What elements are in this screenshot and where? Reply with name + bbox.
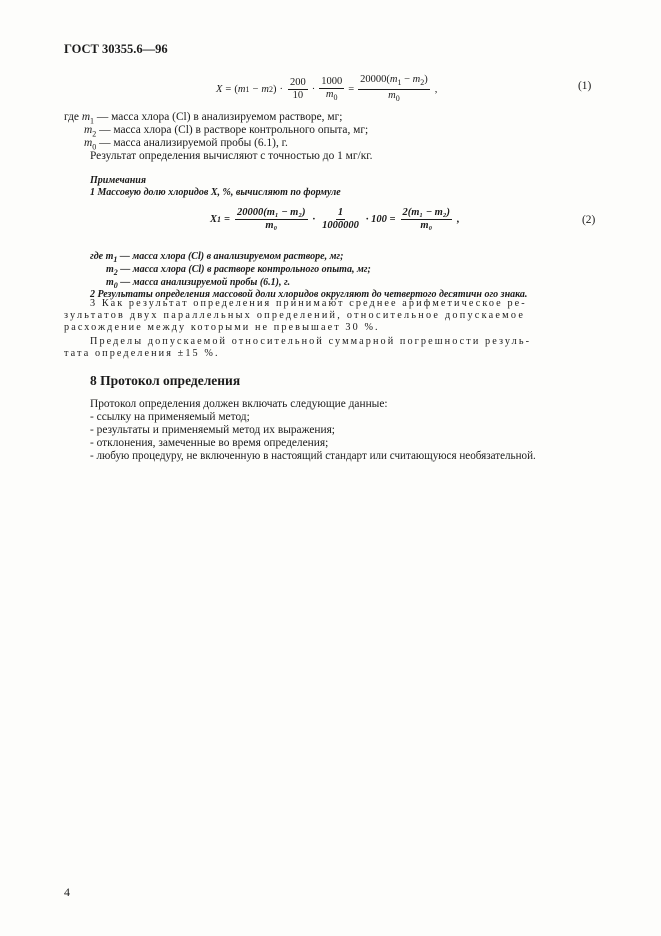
numerator-sub2: 2: [420, 78, 425, 88]
formula-2-fraction-20000: [235, 207, 308, 232]
formula-2-mult-100: · 100 =: [365, 214, 396, 225]
note-3-line-1: 3 Как результат определения принимают среднее арифметическое ре-: [90, 298, 527, 309]
formula-2-fraction-1-1000000: [320, 207, 361, 232]
fraction-denominator-sub: 0: [395, 94, 400, 104]
numerator-minus: −: [404, 74, 411, 85]
fraction-denominator-sub: 0: [333, 92, 338, 102]
section-8-item-3: - отклонения, замеченные во время определения;: [90, 437, 329, 449]
limits-line-2: тата определения ±15 %.: [64, 348, 220, 359]
page-number: 4: [64, 885, 70, 899]
where-2-text: — масса хлора (Cl) в растворе контрольного опыта, мг;: [96, 124, 369, 136]
section-8-item-2: - результаты и применяемый метод их выражения;: [90, 424, 335, 436]
formula-2-lhs-sub: 1: [217, 215, 222, 224]
formula-1-dot-1: ·: [279, 84, 283, 96]
fraction-denominator: [386, 90, 402, 105]
section-8-item-1: - ссылку на применяемый метод;: [90, 411, 250, 423]
fraction-numerator: 20000(m₁ − m₂): [237, 207, 306, 218]
where-2-1-sub: 1: [113, 255, 118, 264]
where-2-1-text: — масса хлора (Cl) в анализируемом растворе, мг;: [117, 251, 344, 262]
section-8-title: 8 Протокол определения: [90, 373, 241, 388]
fraction-denominator-var: m: [388, 90, 396, 102]
formula-2-trailing-comma: ,: [457, 214, 460, 225]
note-1: 1 Массовую долю хлоридов X, %, вычисляют по формуле: [90, 187, 341, 198]
formula-1: [216, 74, 437, 105]
where-2-1-var: m: [105, 251, 114, 262]
fraction-numerator: [358, 74, 430, 90]
formula-1-m2: m: [261, 84, 269, 96]
fraction-denominator: m₀: [420, 220, 433, 231]
formula-2-lhs-var: X: [210, 214, 218, 225]
document-id: ГОСТ 30355.6—96: [64, 42, 168, 56]
where-1-var: m: [81, 111, 91, 123]
formula-1-sub1: 1: [245, 85, 250, 95]
formula-1-equals: =: [225, 84, 232, 96]
fraction-numerator: 1: [337, 207, 344, 218]
numerator-m2: m: [412, 74, 421, 85]
where-1-prefix: где: [64, 111, 82, 123]
fraction-numerator: 200: [289, 77, 306, 89]
where-1-text: — масса хлора (Cl) в анализируемом растворе, мг;: [94, 111, 343, 123]
formula-1-sub2: 2: [268, 85, 273, 95]
where-2-2-var: m: [106, 264, 114, 275]
formula-2-fraction-2: [401, 207, 453, 232]
formula-1-trailing-comma: ,: [434, 84, 438, 96]
formula-1-fraction-200-10: [288, 77, 308, 102]
numerator-m1: m: [389, 74, 398, 85]
fraction-numerator: 2(m₁ − m₂): [402, 207, 451, 218]
where-2-1-prefix: где: [90, 251, 106, 262]
where-2-3-text: — масса анализируемой пробы (6.1), г.: [117, 277, 291, 288]
formula-2-number: (2): [582, 214, 596, 226]
formula-1-paren-open: (: [234, 84, 238, 96]
fraction-numerator: 1000: [321, 75, 343, 87]
section-8-intro: Протокол определения должен включать следующие данные:: [90, 398, 388, 410]
fraction-denominator-var: m: [325, 88, 334, 100]
note-2: 2 Результаты определения массовой доли хлоридов округляют до четвертого десятичн ого знака.: [90, 289, 528, 300]
where-1-sub: 1: [90, 116, 95, 126]
fraction-denominator: m₀: [265, 220, 278, 231]
formula-1-lhs: X: [216, 84, 223, 96]
where-3-var: m: [84, 137, 93, 149]
formula-1-minus: −: [252, 84, 259, 96]
formula-1-m1: m: [237, 84, 246, 96]
where-2-sub: 2: [92, 129, 97, 139]
fraction-denominator: 1000000: [322, 220, 359, 231]
formula-1-number: (1): [578, 80, 592, 92]
numerator-sub1: 1: [397, 78, 402, 88]
section-8-item-4: - любую процедуру, не включенную в настоящий стандарт или считающуюся необязательной.: [90, 450, 536, 462]
formula-1-dot-2: ·: [311, 84, 316, 96]
fraction-denominator: [324, 89, 340, 104]
where-3-sub: 0: [92, 142, 97, 152]
numerator-suffix: ): [424, 74, 428, 85]
result-precision: Результат определения вычисляют с точностью до 1 мг/кг.: [90, 150, 373, 162]
formula-2: [210, 207, 460, 232]
formula-2-dot: ·: [312, 214, 316, 225]
where-2-3-var: m: [106, 277, 114, 288]
fraction-denominator: 10: [292, 90, 304, 102]
formula-1-fraction-1000-m0: [319, 76, 344, 104]
notes-title: Примечания: [90, 175, 147, 186]
formula-1-paren-close: ): [272, 84, 277, 96]
note-3-line-3: расхождение между которыми не превышает 30 %.: [64, 322, 380, 333]
where-2-2-text: — масса хлора (Cl) в растворе контрольного опыта, мг;: [117, 264, 371, 275]
where-2-3-sub: 0: [113, 281, 118, 290]
formula-1-equals-2: =: [348, 84, 355, 96]
formula-2-equals: =: [224, 214, 230, 225]
limits-line-1: Пределы допускаемой относительной суммарной погрешности резуль-: [90, 336, 532, 347]
numerator-prefix: 20000(: [360, 74, 390, 85]
where-3-text: — масса анализируемой пробы (6.1), г.: [96, 137, 288, 149]
where-2-2-sub: 2: [113, 268, 118, 277]
formula-1-fraction-20000: [358, 74, 430, 105]
note-3-line-2: зультатов двух параллельных определений, относительное допускаемое: [64, 310, 526, 321]
where-2-var: m: [84, 124, 93, 136]
